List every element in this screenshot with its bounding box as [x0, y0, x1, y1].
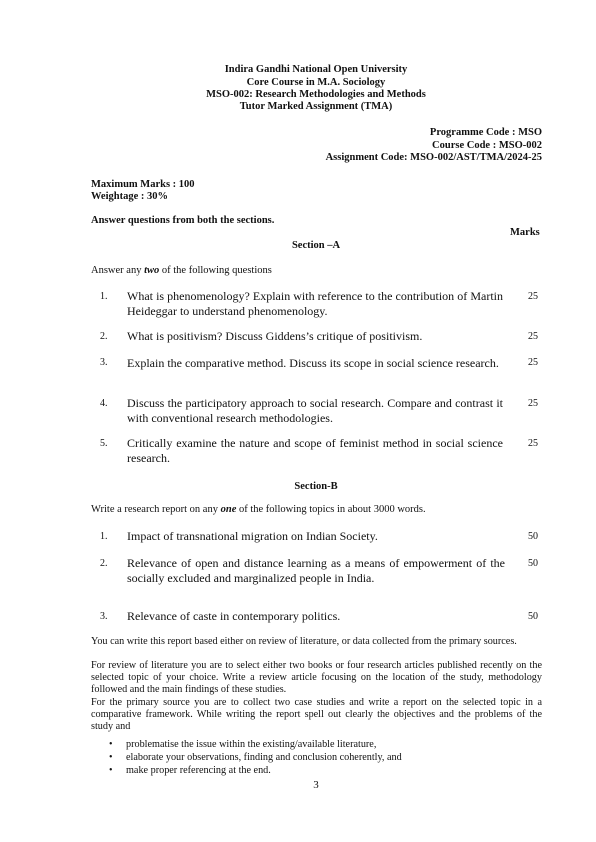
instruction: Answer questions from both the sections. [91, 215, 275, 226]
guideline-paragraph: For the primary source you are to collect two case studies and write a report on the selected topic in a comparative framework. While writing the report spell out clearly the objectives and the problems of the study and [91, 697, 542, 733]
question-number: 1. [100, 291, 108, 302]
topic-marks: 50 [528, 611, 538, 622]
question-marks: 25 [528, 438, 538, 449]
topic-marks: 50 [528, 558, 538, 569]
maximum-marks: Maximum Marks : 100 [91, 179, 195, 190]
question-marks: 25 [528, 331, 538, 342]
assignment-code: Assignment Code: MSO-002/AST/TMA/2024-25 [325, 152, 542, 163]
topic-number: 3. [100, 611, 108, 622]
section-b-intro: Write a research report on any one of the following topics in about 3000 words. [91, 504, 426, 515]
page-number: 3 [313, 779, 319, 791]
bullet-item: problematise the issue within the existing/available literature, [126, 739, 377, 750]
section-b-title: Section-B [294, 481, 338, 492]
question-text: Discuss the participatory approach to social research. Compare and contrast it with conventional research methodologies. [127, 396, 503, 425]
question-number: 4. [100, 398, 108, 409]
course-name: Core Course in M.A. Sociology [246, 77, 386, 88]
topic-marks: 50 [528, 531, 538, 542]
section-a-title: Section –A [291, 240, 341, 251]
topic-number: 2. [100, 558, 108, 569]
weightage: Weightage : 30% [91, 191, 168, 202]
question-text: Explain the comparative method. Discuss its scope in social science research. [127, 356, 499, 370]
course-title: MSO-002: Research Methodologies and Methods [206, 89, 426, 100]
question-text: What is phenomenology? Explain with reference to the contribution of Martin Heideggar to understand phenomenology. [127, 289, 503, 318]
programme-code: Programme Code : MSO [429, 127, 542, 138]
question-number: 2. [100, 331, 108, 342]
bullet-icon: • [109, 739, 113, 750]
topic-text: Impact of transnational migration on Indian Society. [127, 529, 378, 543]
course-code: Course Code : MSO-002 [432, 140, 542, 151]
bullet-icon: • [109, 765, 113, 776]
question-text: Critically examine the nature and scope of feminist method in social science research. [127, 436, 503, 465]
bullet-item: make proper referencing at the end. [126, 765, 271, 776]
guideline-paragraph: For review of literature you are to select either two books or four research articles published recently on the selected topic of your choice. Write a review article focusing on the location of the study, methodology followed and the main findings of these studies. [91, 660, 542, 696]
guideline-paragraph: You can write this report based either on review of literature, or data collected from the primary sources. [91, 636, 517, 647]
section-a-intro: Answer any two of the following questions [91, 265, 272, 276]
question-text: What is positivism? Discuss Giddens’s critique of positivism. [127, 329, 423, 343]
marks-label: Marks [510, 227, 540, 238]
assignment-type: Tutor Marked Assignment (TMA) [239, 101, 393, 112]
topic-text: Relevance of caste in contemporary politics. [127, 609, 341, 623]
question-marks: 25 [528, 398, 538, 409]
question-number: 5. [100, 438, 108, 449]
question-marks: 25 [528, 291, 538, 302]
bullet-item: elaborate your observations, finding and conclusion coherently, and [126, 752, 402, 763]
topic-number: 1. [100, 531, 108, 542]
bullet-icon: • [109, 752, 113, 763]
topic-text: Relevance of open and distance learning as a means of empowerment of the socially excluded and marginalized people in India. [127, 556, 505, 585]
university-name: Indira Gandhi National Open University [224, 64, 408, 75]
question-number: 3. [100, 357, 108, 368]
question-marks: 25 [528, 357, 538, 368]
